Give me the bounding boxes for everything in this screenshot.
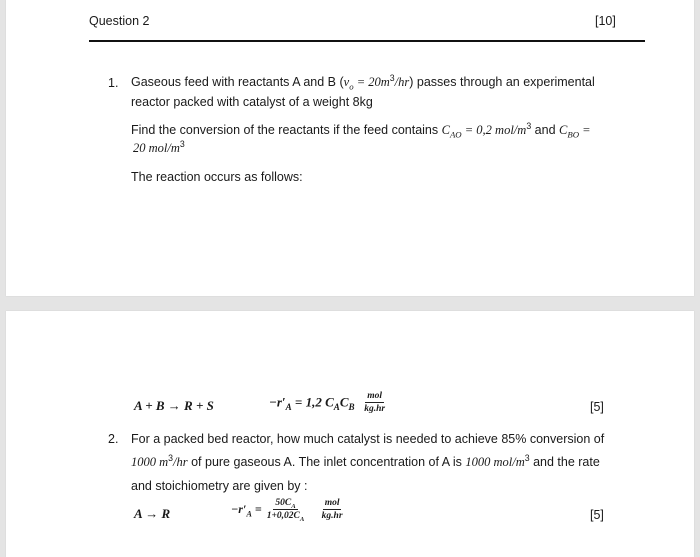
q2-line-3: and stoichiometry are given by : bbox=[131, 479, 308, 493]
document-page-2 bbox=[6, 311, 694, 557]
header-rule bbox=[89, 40, 645, 42]
q2-number: 2. bbox=[108, 432, 119, 446]
q2-rate-equation: $-r'_A$ = $\frac{50C_A}{1+0,02C_A}$ $\frac{\text{mol}}{kg.hr}$ bbox=[231, 498, 343, 524]
question-title: Question 2 bbox=[89, 14, 150, 28]
q1-line-2: reactor packed with catalyst of a weight 8kg bbox=[131, 95, 373, 109]
q2-marks: [5] bbox=[590, 508, 604, 522]
q1-rate-units: $\frac{\text{mol}}{kg.hr}$ bbox=[364, 391, 386, 415]
q1-reaction-intro: The reaction occurs as follows: bbox=[131, 170, 303, 184]
q2-rate-units: $\frac{\text{mol}}{kg.hr}$ bbox=[321, 498, 343, 522]
q2-rate-fraction: $\frac{50C_A}{1+0,02C_A}$ bbox=[266, 498, 305, 524]
q1-find-line-2: 20 mol/$m^3$ bbox=[133, 138, 185, 155]
q1-marks: [5] bbox=[590, 400, 604, 414]
q2-line-1: For a packed bed reactor, how much catalyst is needed to achieve 85% conversion of bbox=[131, 432, 605, 446]
q1-rate-equation: $-r'_A = 1,2$ $C_AC_B$ $\frac{\text{mol}}{kg.hr}$ bbox=[269, 391, 386, 415]
q2-line-2: 1000 $m^3/hr$ of pure gaseous A. The inlet concentration of A is 1000 mol/$m^3$ and the rate bbox=[131, 452, 600, 469]
document-page-1 bbox=[6, 0, 694, 296]
q1-number: 1. bbox=[108, 76, 119, 90]
q1-find-line-1: Find the conversion of the reactants if the feed contains $C_{AO} = 0,2$ mol/$m^3$ and $C_{BO}$ = bbox=[131, 120, 591, 140]
question-total-marks: [10] bbox=[595, 14, 616, 28]
q1-reaction-equation: A + B → R + S bbox=[134, 398, 214, 413]
q2-reaction-equation: A → R bbox=[134, 506, 171, 521]
q1-line-1: Gaseous feed with reactants A and B $(v_o = 20m^3/hr)$ passes through an experimental bbox=[131, 72, 595, 92]
